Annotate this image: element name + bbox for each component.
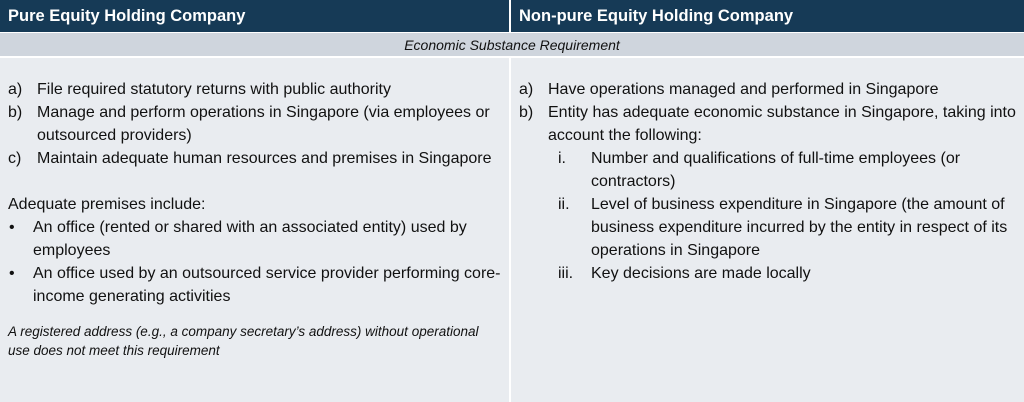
section-title: Economic Substance Requirement bbox=[0, 32, 1024, 58]
table-header bbox=[0, 0, 1024, 32]
list-text bbox=[548, 101, 1016, 285]
list-item bbox=[8, 78, 503, 101]
list-marker: a) bbox=[8, 81, 23, 98]
non-pure-requirements-list bbox=[519, 78, 1016, 285]
premises-heading: Adequate premises include: bbox=[8, 196, 206, 213]
list-marker: b) bbox=[519, 104, 534, 121]
bullet-item bbox=[8, 262, 503, 308]
list-marker: a) bbox=[519, 81, 534, 98]
list-text: Have operations managed and performed in Singapore bbox=[548, 81, 939, 98]
pure-requirements-list bbox=[8, 78, 503, 170]
roman-marker: ii. bbox=[558, 196, 570, 213]
header-non-pure-equity: Non-pure Equity Holding Company bbox=[519, 7, 794, 25]
list-marker: c) bbox=[8, 150, 22, 167]
table-body bbox=[0, 58, 1024, 402]
bullet-icon: • bbox=[9, 219, 15, 236]
sub-list-text: Level of business expenditure in Singapore (the amount of business expenditure incurred by the entity in respect of its operations in Singapore bbox=[591, 196, 1008, 259]
header-pure-equity: Pure Equity Holding Company bbox=[0, 0, 511, 32]
bullet-item bbox=[8, 216, 503, 262]
pure-equity-column bbox=[0, 58, 511, 402]
bullet-text: An office (rented or shared with an associated entity) used by employees bbox=[33, 219, 467, 259]
list-text: Manage and perform operations in Singapore (via employees or outsourced providers) bbox=[37, 104, 490, 144]
roman-marker: iii. bbox=[558, 265, 574, 282]
list-item bbox=[8, 147, 503, 170]
sub-list-item bbox=[548, 147, 1016, 193]
sub-list-item bbox=[548, 262, 1016, 285]
registered-address-note: A registered address (e.g., a company secretary’s address) without operational use does not meet this requirement bbox=[8, 324, 479, 358]
bullet-text: An office used by an outsourced service provider performing core-income generating activities bbox=[33, 265, 501, 305]
sub-list-item bbox=[548, 193, 1016, 262]
list-marker: b) bbox=[8, 104, 23, 121]
bullet-icon: • bbox=[9, 265, 15, 282]
list-item bbox=[519, 78, 1016, 101]
premises-list bbox=[8, 216, 503, 308]
factors-list bbox=[548, 147, 1016, 285]
roman-marker: i. bbox=[558, 150, 566, 167]
sub-list-text: Number and qualifications of full-time employees (or contractors) bbox=[591, 150, 961, 190]
list-item bbox=[8, 101, 503, 147]
non-pure-equity-column bbox=[511, 58, 1024, 402]
list-item bbox=[519, 101, 1016, 285]
list-text-content: Entity has adequate economic substance in Singapore, taking into account the following: bbox=[548, 104, 1016, 144]
sub-list-text: Key decisions are made locally bbox=[591, 265, 811, 282]
list-text: Maintain adequate human resources and premises in Singapore bbox=[37, 150, 492, 167]
list-text: File required statutory returns with public authority bbox=[37, 81, 391, 98]
